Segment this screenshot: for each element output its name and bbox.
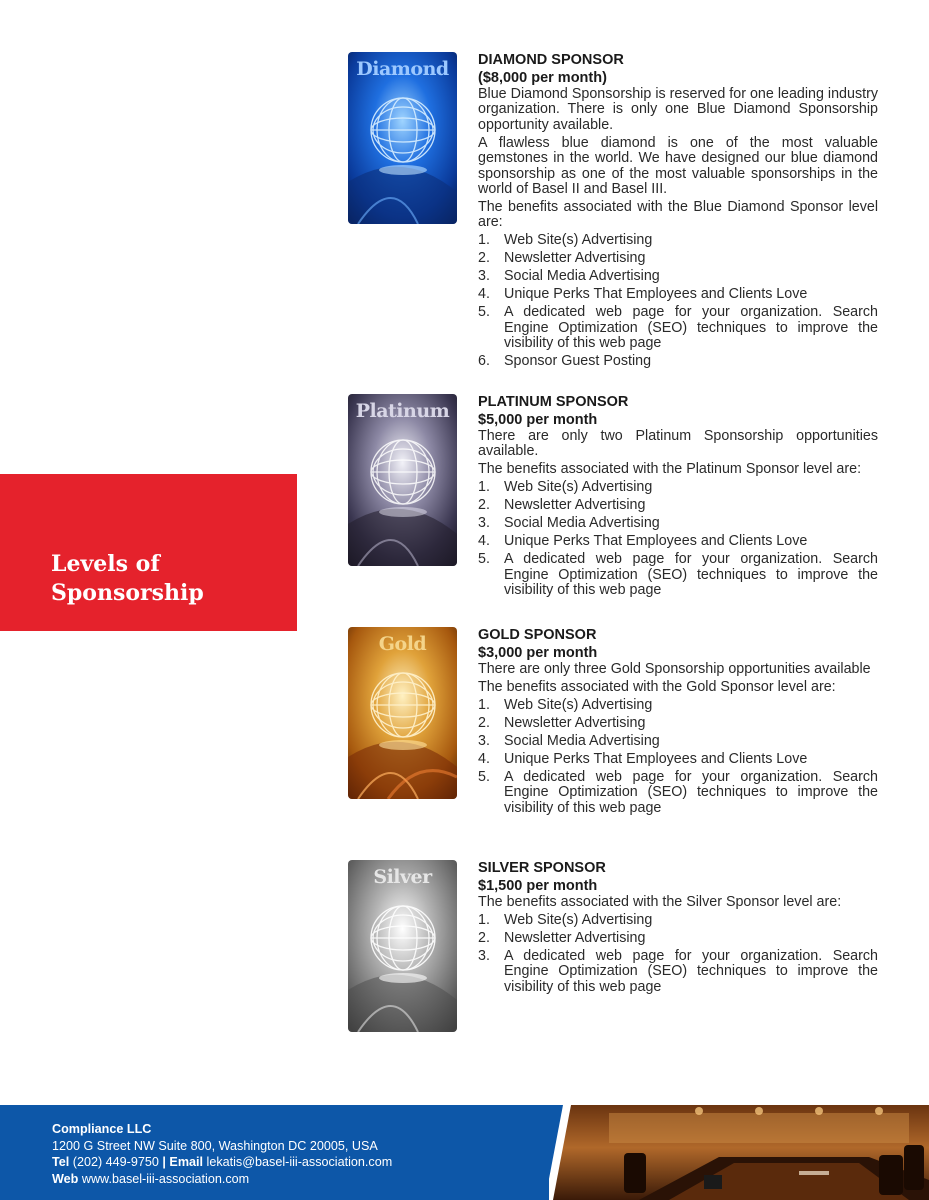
list-item: 6. Sponsor Guest Posting: [478, 352, 652, 369]
platinum-paragraph-1: There are only two Platinum Sponsorship opportunities available.: [478, 428, 878, 460]
boardroom-photo: [549, 1105, 929, 1200]
list-item: 4. Unique Perks That Employees and Clients Love: [478, 533, 808, 550]
gold-title: GOLD SPONSOR: [478, 627, 597, 643]
footer-contact: [52, 1121, 392, 1187]
platinum-card-image: [348, 394, 457, 566]
section-title-line-1: Levels of: [51, 551, 160, 577]
silver-card-image: [348, 860, 457, 1032]
platinum-info: [478, 394, 878, 601]
gold-card-image: [348, 627, 457, 799]
silver-info: [478, 860, 878, 998]
diamond-paragraph-2: A flawless blue diamond is one of the most valuable gemstones in the world. We have designed our blue diamond sponsorship as one of the most valuable sponsorships in the world of Basel II and Basel III.: [478, 134, 878, 197]
silver-price: $1,500 per month: [478, 877, 598, 894]
diamond-paragraph-3: The benefits associated with the Blue Diamond Sponsor level are:: [478, 198, 878, 231]
diamond-card-label: Diamond: [356, 58, 449, 80]
platinum-card-label: Platinum: [355, 400, 450, 422]
diamond-title: DIAMOND SPONSOR: [478, 52, 624, 68]
tel-label: Tel: [52, 1155, 70, 1169]
list-item: 3. Social Media Advertising: [478, 515, 660, 532]
list-item: 2. Newsletter Advertising: [478, 497, 646, 514]
silver-title: SILVER SPONSOR: [478, 860, 606, 876]
email-label: Email: [169, 1155, 204, 1169]
diamond-price: ($8,000 per month): [478, 69, 607, 86]
gold-card-label: Gold: [378, 633, 427, 655]
list-item: 3. Social Media Advertising: [478, 732, 660, 749]
web-link[interactable]: www.basel-iii-association.com: [81, 1171, 250, 1186]
silver-card-label: Silver: [373, 866, 432, 888]
separator: |: [162, 1155, 166, 1169]
diamond-card-image: [348, 52, 457, 224]
list-item: 2. Newsletter Advertising: [478, 250, 646, 267]
company-name: Compliance LLC: [52, 1122, 152, 1136]
tel-number[interactable]: (202) 449-9750: [72, 1155, 159, 1169]
footer: [0, 1105, 929, 1200]
diamond-benefits-list: [478, 233, 878, 369]
platinum-benefits-list: [478, 480, 878, 598]
section-banner: [0, 474, 297, 631]
silver-paragraph-1: The benefits associated with the Silver Sponsor level are:: [478, 894, 842, 910]
list-item: 2. Newsletter Advertising: [478, 929, 646, 946]
web-label: Web: [52, 1171, 79, 1186]
list-item: 3. Social Media Advertising: [478, 268, 660, 285]
list-item: 4. Unique Perks That Employees and Clients Love: [478, 750, 808, 767]
gold-price: $3,000 per month: [478, 644, 598, 661]
gold-benefits-list: [478, 698, 878, 816]
list-item: 2. Newsletter Advertising: [478, 714, 646, 731]
section-title: [51, 550, 291, 608]
platinum-title: PLATINUM SPONSOR: [478, 394, 629, 410]
list-item: 1. Web Site(s) Advertising: [478, 696, 653, 713]
list-item: 5. A dedicated web page for your organization. Search Engine Optimization (SEO) techniques to improve the visibility of this web page: [478, 551, 878, 599]
silver-benefits-list: [478, 913, 878, 995]
list-item: 5. A dedicated web page for your organization. Search Engine Optimization (SEO) techniques to improve the visibility of this web page: [478, 768, 878, 816]
list-item: 5. A dedicated web page for your organization. Search Engine Optimization (SEO) techniques to improve the visibility of this web page: [478, 304, 878, 351]
gold-info: [478, 627, 878, 819]
gold-paragraph-2: The benefits associated with the Gold Sponsor level are:: [478, 678, 836, 695]
list-item: 1. Web Site(s) Advertising: [478, 911, 653, 928]
list-item: 1. Web Site(s) Advertising: [478, 479, 653, 496]
platinum-paragraph-2: The benefits associated with the Platinum Sponsor level are:: [478, 461, 862, 478]
email-link[interactable]: lekatis@basel-iii-association.com: [206, 1155, 393, 1169]
company-address: 1200 G Street NW Suite 800, Washington DC 20005, USA: [52, 1138, 378, 1153]
list-item: 4. Unique Perks That Employees and Clients Love: [478, 286, 808, 303]
section-title-line-2: Sponsorship: [51, 580, 204, 606]
diamond-paragraph-1: Blue Diamond Sponsorship is reserved for one leading industry organization. There is only one Blue Diamond Sponsorship opportunity available.: [478, 86, 878, 133]
gold-paragraph-1: There are only three Gold Sponsorship opportunities available: [478, 661, 871, 677]
diamond-info: [478, 52, 878, 372]
platinum-price: $5,000 per month: [478, 411, 598, 428]
list-item: 3. A dedicated web page for your organization. Search Engine Optimization (SEO) techniques to improve the visibility of this web page: [478, 947, 878, 995]
list-item: 1. Web Site(s) Advertising: [478, 232, 653, 249]
